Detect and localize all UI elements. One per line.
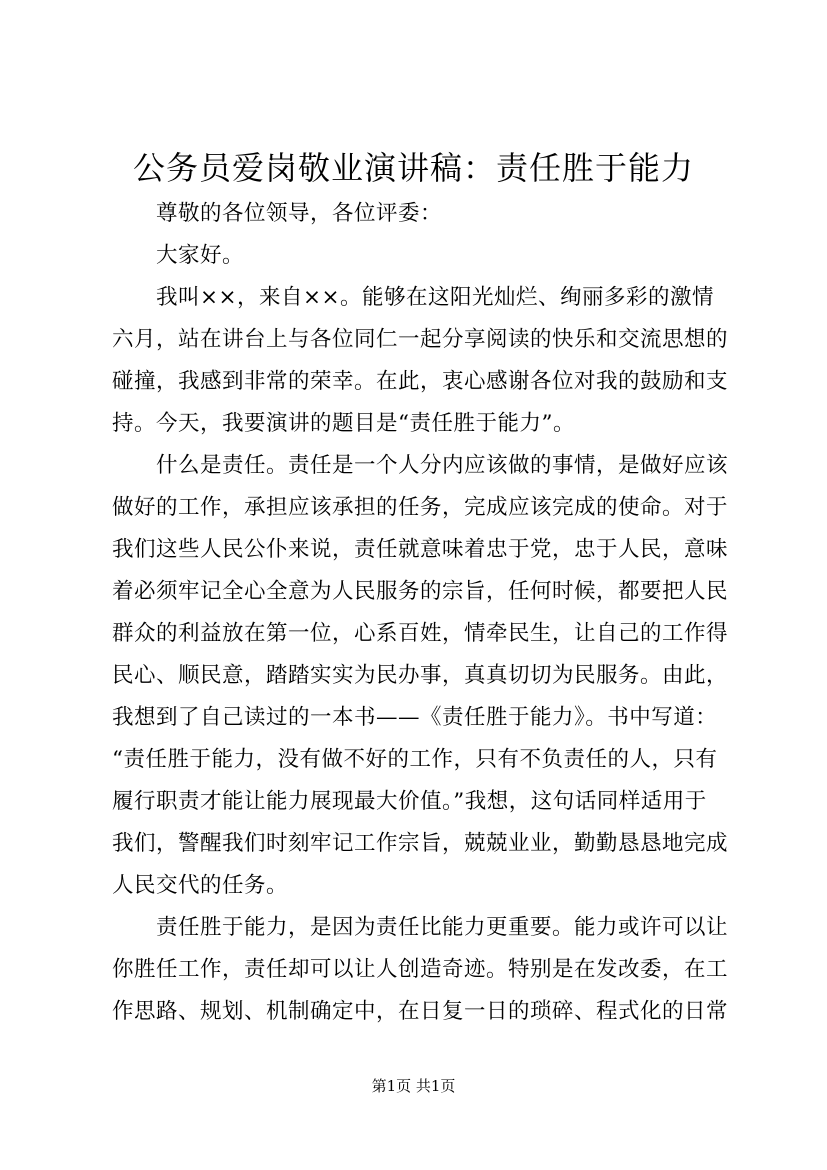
- text-line: 民心、顺民意，踏踏实实为民办事，真真切切为民服务。由此，: [112, 663, 729, 688]
- text-line: 作思路、规划、机制确定中，在日复一日的琐碎、程式化的日常: [112, 999, 729, 1024]
- text-line: 做好的工作，承担应该承担的任务，完成应该完成的使命。对于: [112, 495, 729, 520]
- text-line: 尊敬的各位领导，各位评委：: [112, 201, 443, 226]
- text-line: 我们这些人民公仆来说，责任就意味着忠于党，忠于人民，意味: [112, 537, 729, 562]
- text-line: 碰撞，我感到非常的荣幸。在此，衷心感谢各位对我的鼓励和支: [112, 369, 729, 394]
- text-line: 履行职责才能让能力展现最大价值。”我想，这句话同样适用于: [112, 789, 707, 814]
- text-line: 责任胜于能力，是因为责任比能力更重要。能力或许可以让: [112, 915, 729, 940]
- text-line: 人民交代的任务。: [112, 873, 289, 898]
- text-line: 群众的利益放在第一位，心系百姓，情牵民生，让自己的工作得: [112, 621, 729, 646]
- text-line: 持。今天，我要演讲的题目是“责任胜于能力”。: [112, 411, 575, 436]
- text-line: 大家好。: [112, 243, 245, 268]
- text-line: “责任胜于能力，没有做不好的工作，只有不负责任的人，只有: [112, 747, 718, 772]
- text-line: 什么是责任。责任是一个人分内应该做的事情，是做好应该: [112, 453, 729, 478]
- text-line: 我们，警醒我们时刻牢记工作宗旨，兢兢业业，勤勤恳恳地完成: [112, 831, 729, 856]
- text-line: 你胜任工作，责任却可以让人创造奇迹。特别是在发改委，在工: [112, 957, 729, 982]
- text-line: 着必须牢记全心全意为人民服务的宗旨，任何时候，都要把人民: [112, 579, 729, 604]
- text-line: 六月，站在讲台上与各位同仁一起分享阅读的快乐和交流思想的: [112, 327, 729, 352]
- text-line: 我叫××，来自××。能够在这阳光灿烂、绚丽多彩的激情: [112, 285, 715, 310]
- text-line: 我想到了自己读过的一本书——《责任胜于能力》。书中写道：: [112, 705, 718, 730]
- page-footer: 第1页 共1页: [371, 1077, 456, 1095]
- document-title: 公务员爱岗敬业演讲稿：责任胜于能力: [132, 149, 694, 187]
